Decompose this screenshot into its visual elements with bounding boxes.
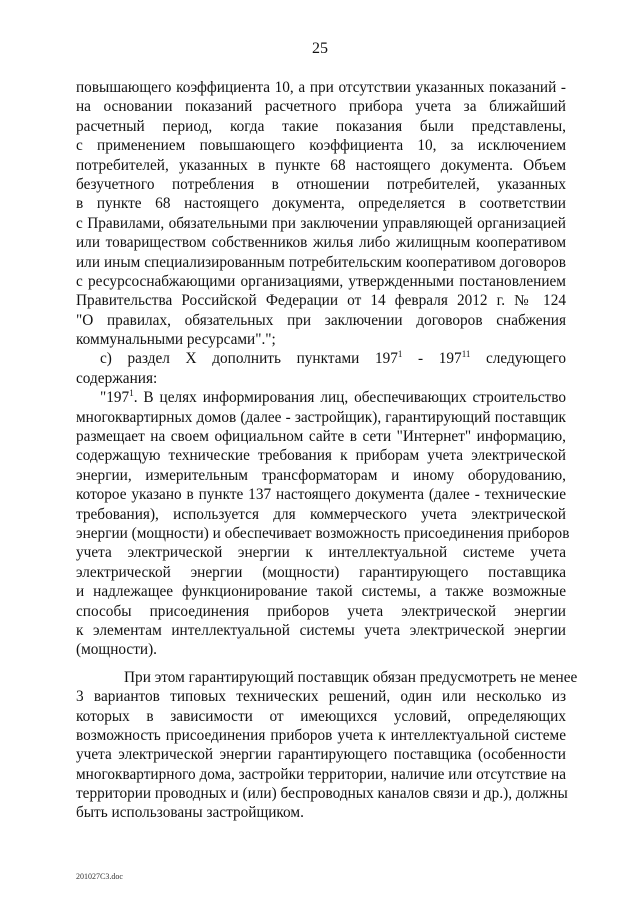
text-line: требования), используется для коммерческого учета электрической	[76, 505, 566, 523]
text-line: "$197^1$. В целях информирования лиц, обеспечивающих строительство	[100, 388, 566, 407]
page-number: 25	[312, 40, 328, 57]
text-line: содержащую технические требования к приборам учета электрической	[76, 447, 566, 465]
text-line: или иным специализированным потребительским кооперативом договоров	[76, 253, 566, 271]
text-line: с Правилами, обязательными при заключении управляющей организацией	[76, 214, 566, 232]
text-line: в пункте 68 настоящего документа, определяется в соответствии	[76, 195, 566, 213]
text-line: на основании показаний расчетного прибора учета за ближайший	[76, 98, 566, 116]
document-body	[76, 78, 578, 823]
text-line: к элементам интеллектуальной системы учета электрической энергии	[76, 621, 566, 639]
item-c	[76, 349, 566, 388]
text-line: потребителей, указанных в пункте 68 настоящего документа. Объем	[76, 156, 566, 174]
text-line: учета электрической энергии гарантирующего поставщика (особенности	[76, 746, 566, 764]
text-line: коммунальными ресурсами".";	[76, 331, 276, 349]
paragraph-gap	[76, 660, 566, 668]
item-c-line	[76, 349, 566, 368]
text-line: и надлежащее функционирование такой системы, а также возможные	[76, 583, 566, 601]
text-line: с применением повышающего коэффициента 10, за исключением	[76, 137, 566, 155]
item-c-word: дополнить	[212, 350, 281, 368]
paragraph-final	[76, 668, 578, 823]
text-line: которое указано в пункте 137 настоящего документа (далее - технические	[76, 486, 566, 504]
paragraph-continuation	[76, 78, 566, 349]
text-line: которых в зависимости от имеющихся условий, определяющих	[76, 707, 566, 725]
footer-filename: 201027С3.doc	[76, 872, 123, 881]
text-line: повышающего коэффициента 10, а при отсутствии указанных показаний -	[76, 79, 566, 96]
text-line: 3 вариантов типовых технических решений, один или несколько из	[76, 688, 566, 706]
text-line: содержания:	[76, 369, 158, 387]
text-line: учета электрической энергии к интеллектуальной системе учета	[76, 544, 566, 562]
text-line: или товариществом собственников жилья либо жилищным кооперативом	[76, 234, 566, 252]
text-line: При этом гарантирующий поставщик обязан предусмотреть не менее	[124, 668, 578, 686]
text-line: энергии, измерительным трансформаторам и иному оборудованию,	[76, 466, 566, 484]
text-line: расчетный период, когда такие показания были представлены,	[76, 117, 566, 135]
text-line: многоквартирных домов (далее - застройщик), гарантирующий поставщик	[76, 408, 566, 426]
item-c-points: пунктами $197^1 - 197^{11}$	[296, 349, 471, 368]
paragraph-197-1	[76, 388, 570, 659]
text-line: быть использованы застройщиком.	[76, 804, 304, 822]
text-line: (мощности).	[76, 641, 157, 659]
text-line: с ресурсоснабжающими организациями, утвержденными постановлением	[76, 272, 566, 290]
text-line: "О правилах, обязательных при заключении договоров снабжения	[76, 311, 566, 329]
text-line: электрической энергии (мощности) гарантирующего поставщика	[76, 563, 566, 581]
text-line: территории проводных и (или) беспроводных каналов связи и др.), должны	[76, 785, 568, 803]
text-line: безучетного потребления в отношении потребителей, указанных	[76, 175, 566, 193]
text-line: возможность присоединения приборов учета к интеллектуальной системе	[76, 726, 566, 744]
item-c-word: следующего	[486, 350, 566, 368]
item-c-prefix: с) раздел X	[100, 350, 197, 368]
text-line: размещает на своем официальном сайте в сети "Интернет" информацию,	[76, 428, 566, 446]
text-line: Правительства Российской Федерации от 14 февраля 2012 г. № 124	[76, 292, 566, 310]
text-line: многоквартирного дома, застройки территории, наличие или отсутствие на	[76, 765, 566, 783]
text-line: способы присоединения приборов учета электрической энергии	[76, 602, 566, 620]
text-line: энергии (мощности) и обеспечивает возможность присоединения приборов	[76, 524, 570, 542]
